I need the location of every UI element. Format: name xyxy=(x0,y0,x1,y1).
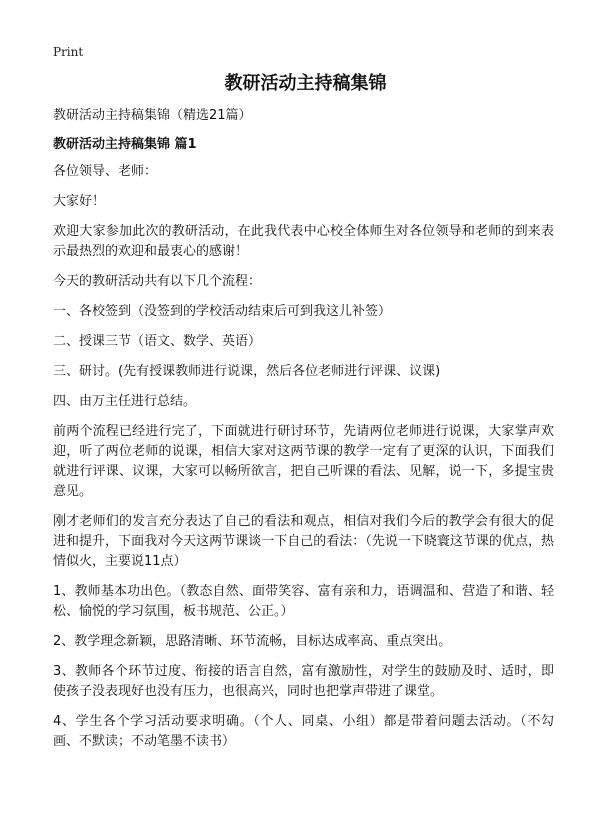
paragraph-agenda-item-3: 三、研讨。(先有授课教师进行说课，然后各位老师进行评课、议课) xyxy=(53,364,441,379)
paragraph-hello: 大家好！ xyxy=(53,194,106,209)
paragraph-remarks: 刚才老师们的发言充分表达了自己的看法和观点，相信对我们今后的教学会有很大的促进和提升，下面我对今天这两节课谈一下自己的看法：（先说一下晓寰这节课的优点，热情似火，主要说11点） xyxy=(53,514,554,569)
paragraph-agenda-item-2: 二、授课三节（语文、数学、英语） xyxy=(53,334,262,349)
paragraph-agenda-item-4: 四、由万主任进行总结。 xyxy=(53,394,197,409)
paragraph-agenda-intro: 今天的教研活动共有以下几个流程： xyxy=(53,274,262,289)
document-subtitle: 教研活动主持稿集锦（精选21篇） xyxy=(53,108,252,123)
paragraph-point-1: 1、教师基本功出色。（教态自然、面带笑容、富有亲和力，语调温和、营造了和谐、轻松、愉悦的学习氛围，板书规范、公正。） xyxy=(53,584,554,619)
document-title: 教研活动主持稿集锦 xyxy=(224,73,387,94)
paragraph-point-2: 2、教学理念新颖，思路清晰、环节流畅，目标达成率高、重点突出。 xyxy=(53,634,452,649)
section-heading: 教研活动主持稿集锦 篇1 xyxy=(53,137,197,152)
paragraph-point-4: 4、学生各个学习活动要求明确。（个人、同桌、小组）都是带着问题去活动。（不勾画、不默读；不动笔墨不读书） xyxy=(53,714,554,749)
paragraph-point-3: 3、教师各个环节过度、衔接的语言自然，富有激励性，对学生的鼓励及时、适时，即使孩子没表现好也没有压力，也很高兴，同时也把掌声带进了课堂。 xyxy=(53,664,554,699)
paragraph-welcome: 欢迎大家参加此次的教研活动，在此我代表中心校全体师生对各位领导和老师的到来表示最热烈的欢迎和最衷心的感谢！ xyxy=(53,224,554,259)
paragraph-agenda-item-1: 一、各校签到（没签到的学校活动结束后可到我这儿补签） xyxy=(53,304,392,319)
paragraph-greeting: 各位领导、老师： xyxy=(53,164,158,179)
print-label[interactable]: Print xyxy=(53,45,84,59)
paragraph-discussion: 前两个流程已经进行完了，下面就进行研讨环节，先请两位老师进行说课，大家掌声欢迎，听了两位老师的说课，相信大家对这两节课的教学一定有了更深的认识，下面我们就进行评课、议课，大家可以畅所欲言，把自己听课的看法、见解，说一下，多提宝贵意见。 xyxy=(53,424,554,499)
